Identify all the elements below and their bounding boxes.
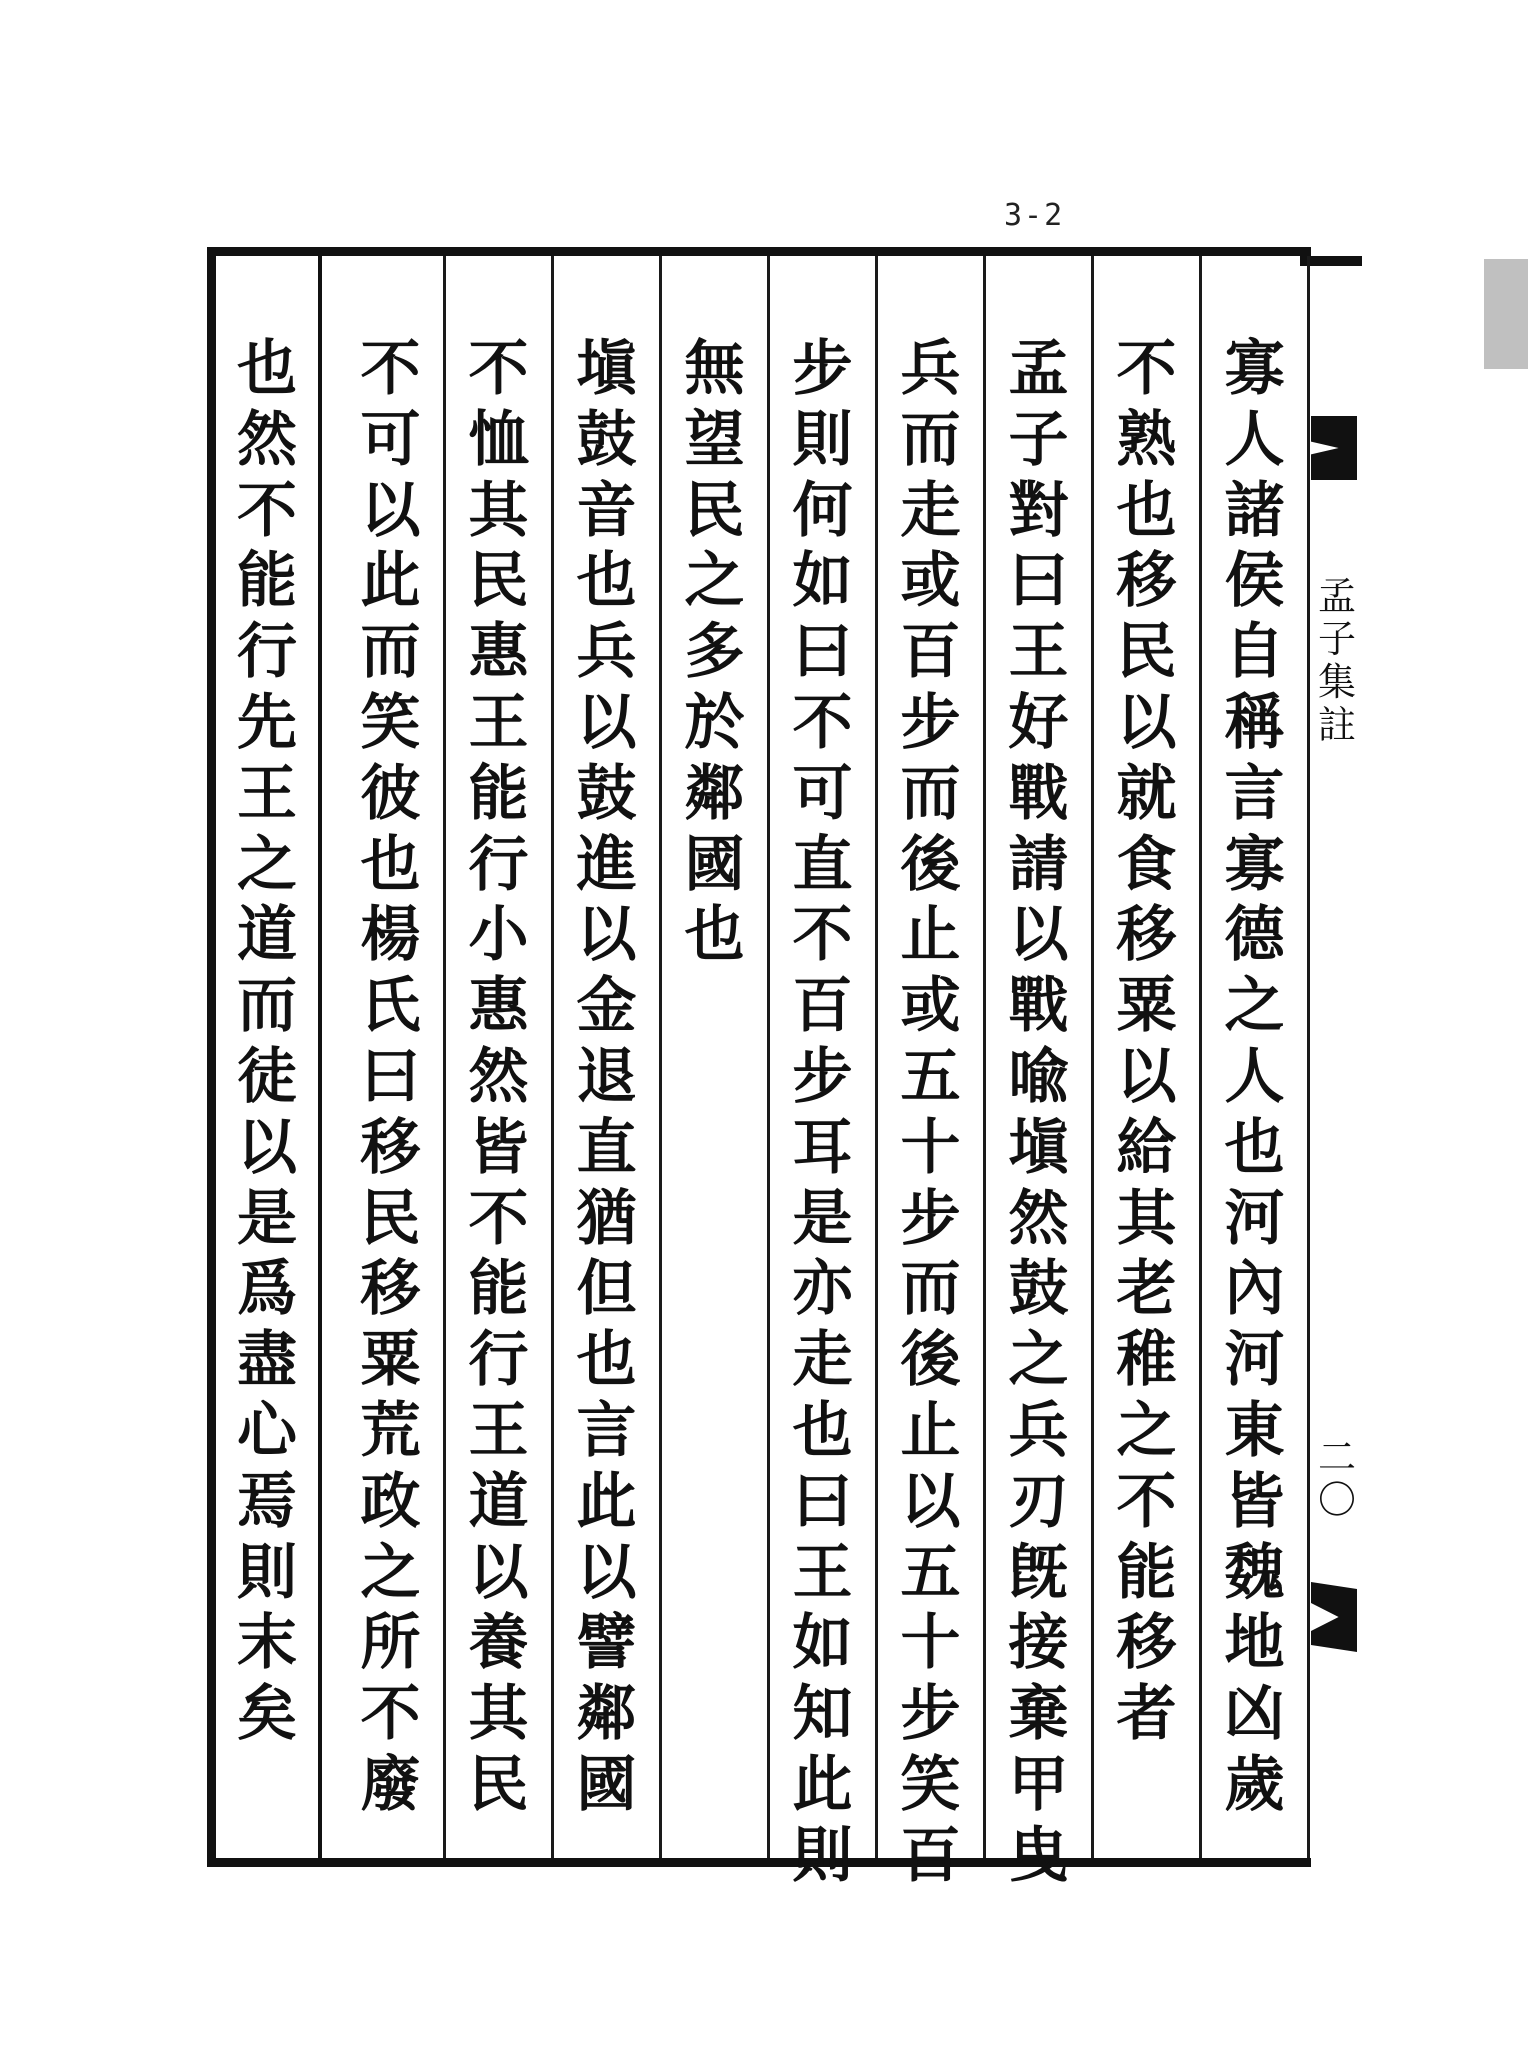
text-glyph: 而 <box>900 404 961 475</box>
column-text <box>662 334 767 971</box>
text-glyph: 熟 <box>1116 404 1177 475</box>
column-text <box>338 334 443 1821</box>
column-text <box>1202 334 1307 1821</box>
text-glyph: 政 <box>360 1466 421 1537</box>
text-glyph: 民 <box>468 1749 529 1820</box>
text-glyph: 王 <box>468 1395 529 1466</box>
text-glyph: 言 <box>576 1395 637 1466</box>
text-glyph: 之 <box>1116 1395 1177 1466</box>
margin-gutter <box>1311 256 1361 1858</box>
text-glyph: 旣 <box>1008 1537 1069 1608</box>
text-glyph: 以 <box>237 1112 297 1183</box>
text-glyph: 也 <box>360 829 421 900</box>
text-glyph: 鄰 <box>576 1679 637 1750</box>
text-glyph: 不 <box>237 475 297 546</box>
text-column-7 <box>554 256 662 1858</box>
text-glyph: 知 <box>792 1679 853 1750</box>
text-glyph: 言 <box>1224 758 1285 829</box>
text-glyph: 子 <box>1008 404 1069 475</box>
text-glyph: 養 <box>468 1608 529 1679</box>
text-glyph: 者 <box>1116 1679 1177 1750</box>
text-glyph: 曳 <box>1008 1820 1069 1891</box>
text-glyph: 是 <box>792 1183 853 1254</box>
text-glyph: 曰 <box>792 1466 853 1537</box>
text-glyph: 食 <box>1116 829 1177 900</box>
text-glyph: 步 <box>792 334 853 404</box>
text-glyph: 鄰 <box>684 758 745 829</box>
text-glyph: 不 <box>792 687 853 758</box>
text-glyph: 以 <box>1008 900 1069 971</box>
text-glyph: 道 <box>237 900 297 971</box>
text-glyph: 惠 <box>468 617 529 688</box>
text-glyph: 步 <box>792 1041 853 1112</box>
text-glyph: 人 <box>1224 404 1285 475</box>
text-glyph: 彼 <box>360 758 421 829</box>
text-glyph: 步 <box>900 687 961 758</box>
text-glyph: 盡 <box>237 1325 297 1396</box>
text-glyph: 笑 <box>360 687 421 758</box>
text-glyph: 猶 <box>576 1183 637 1254</box>
margin-glyph: 註 <box>1317 703 1356 747</box>
text-column-2 <box>1094 256 1202 1858</box>
text-glyph: 望 <box>684 404 745 475</box>
text-glyph: 人 <box>1224 1041 1285 1112</box>
text-glyph: 此 <box>360 546 421 617</box>
text-glyph: 以 <box>1116 1041 1177 1112</box>
text-glyph: 也 <box>1116 475 1177 546</box>
text-glyph: 十 <box>900 1112 961 1183</box>
text-glyph: 移 <box>1116 900 1177 971</box>
text-glyph: 魏 <box>1224 1537 1285 1608</box>
text-glyph: 塡 <box>1008 1112 1069 1183</box>
text-glyph: 走 <box>792 1325 853 1396</box>
text-glyph: 可 <box>792 758 853 829</box>
text-glyph: 之 <box>1224 971 1285 1042</box>
text-glyph: 焉 <box>237 1466 297 1537</box>
book-title <box>1314 575 1360 747</box>
text-glyph: 百 <box>900 1820 961 1891</box>
text-glyph: 耳 <box>792 1112 853 1183</box>
text-glyph: 就 <box>1116 758 1177 829</box>
margin-glyph: 二 <box>1317 1435 1356 1479</box>
text-glyph: 自 <box>1224 617 1285 688</box>
text-glyph: 鼓 <box>1008 1254 1069 1325</box>
text-glyph: 民 <box>360 1183 421 1254</box>
text-glyph: 但 <box>576 1254 637 1325</box>
text-glyph: 王 <box>1008 617 1069 688</box>
text-glyph: 此 <box>576 1466 637 1537</box>
text-glyph: 民 <box>468 546 529 617</box>
text-column-10 <box>216 256 322 1858</box>
text-glyph: 而 <box>360 617 421 688</box>
text-glyph: 德 <box>1224 900 1285 971</box>
fish-tail-mark-bottom-icon <box>1311 1582 1357 1652</box>
fish-tail-mark-top-icon <box>1311 416 1357 480</box>
text-glyph: 荒 <box>360 1395 421 1466</box>
text-glyph: 以 <box>1116 687 1177 758</box>
text-glyph: 諸 <box>1224 475 1285 546</box>
text-glyph: 徒 <box>237 1041 297 1112</box>
text-glyph: 止 <box>900 1395 961 1466</box>
text-glyph: 而 <box>237 971 297 1042</box>
text-glyph: 也 <box>1224 1112 1285 1183</box>
text-glyph: 金 <box>576 971 637 1042</box>
text-glyph: 止 <box>900 900 961 971</box>
text-glyph: 先 <box>237 687 297 758</box>
text-glyph: 移 <box>360 1112 421 1183</box>
text-glyph: 戰 <box>1008 971 1069 1042</box>
text-glyph: 其 <box>468 475 529 546</box>
text-glyph: 氏 <box>360 971 421 1042</box>
text-glyph: 以 <box>360 475 421 546</box>
text-glyph: 之 <box>684 546 745 617</box>
text-glyph: 鼓 <box>576 404 637 475</box>
text-glyph: 兵 <box>1008 1395 1069 1466</box>
text-glyph: 皆 <box>468 1112 529 1183</box>
text-glyph: 然 <box>237 404 297 475</box>
text-column-5 <box>770 256 878 1891</box>
text-glyph: 小 <box>468 900 529 971</box>
text-column-3 <box>986 256 1094 1891</box>
text-glyph: 無 <box>684 334 745 404</box>
column-text <box>770 334 875 1892</box>
text-glyph: 走 <box>900 475 961 546</box>
text-glyph: 道 <box>468 1466 529 1537</box>
text-glyph: 如 <box>792 1608 853 1679</box>
text-glyph: 爲 <box>237 1254 297 1325</box>
text-glyph: 而 <box>900 758 961 829</box>
text-glyph: 請 <box>1008 829 1069 900</box>
margin-glyph: 子 <box>1317 617 1356 661</box>
text-glyph: 河 <box>1224 1183 1285 1254</box>
text-glyph: 國 <box>576 1749 637 1820</box>
column-text <box>986 334 1091 1892</box>
text-glyph: 不 <box>1116 334 1177 404</box>
text-glyph: 則 <box>792 1820 853 1891</box>
text-glyph: 曰 <box>360 1041 421 1112</box>
text-glyph: 移 <box>360 1254 421 1325</box>
text-column-8 <box>446 256 554 1858</box>
text-glyph: 恤 <box>468 404 529 475</box>
text-glyph: 行 <box>237 617 297 688</box>
text-glyph: 也 <box>684 900 745 971</box>
text-glyph: 廢 <box>360 1749 421 1820</box>
text-glyph: 百 <box>900 617 961 688</box>
text-glyph: 如 <box>792 546 853 617</box>
text-glyph: 然 <box>1008 1183 1069 1254</box>
text-glyph: 以 <box>576 900 637 971</box>
text-glyph: 不 <box>792 900 853 971</box>
text-glyph: 皆 <box>1224 1466 1285 1537</box>
text-glyph: 步 <box>900 1679 961 1750</box>
text-glyph: 或 <box>900 546 961 617</box>
text-glyph: 行 <box>468 1325 529 1396</box>
text-glyph: 不 <box>468 1183 529 1254</box>
text-glyph: 粟 <box>1116 971 1177 1042</box>
text-glyph: 兵 <box>576 617 637 688</box>
text-glyph: 寡 <box>1224 829 1285 900</box>
text-column-9 <box>338 256 446 1858</box>
text-glyph: 給 <box>1116 1112 1177 1183</box>
text-glyph: 其 <box>468 1679 529 1750</box>
text-glyph: 直 <box>576 1112 637 1183</box>
text-glyph: 民 <box>1116 617 1177 688</box>
text-glyph: 戰 <box>1008 758 1069 829</box>
text-glyph: 能 <box>237 546 297 617</box>
text-glyph: 步 <box>900 1183 961 1254</box>
text-glyph: 五 <box>900 1537 961 1608</box>
text-glyph: 不 <box>360 334 421 404</box>
text-glyph: 內 <box>1224 1254 1285 1325</box>
text-glyph: 直 <box>792 829 853 900</box>
text-glyph: 後 <box>900 1325 961 1396</box>
text-glyph: 能 <box>1116 1537 1177 1608</box>
text-glyph: 東 <box>1224 1395 1285 1466</box>
text-glyph: 曰 <box>1008 546 1069 617</box>
text-glyph: 笑 <box>900 1749 961 1820</box>
text-glyph: 不 <box>360 1679 421 1750</box>
text-glyph: 於 <box>684 687 745 758</box>
text-glyph: 不 <box>468 334 529 404</box>
text-glyph: 稚 <box>1116 1325 1177 1396</box>
text-glyph: 刃 <box>1008 1466 1069 1537</box>
text-glyph: 老 <box>1116 1254 1177 1325</box>
text-glyph: 粟 <box>360 1325 421 1396</box>
text-glyph: 棄 <box>1008 1679 1069 1750</box>
column-text <box>216 334 318 1750</box>
text-glyph: 稱 <box>1224 687 1285 758</box>
text-glyph: 也 <box>576 1325 637 1396</box>
margin-glyph: 孟 <box>1317 574 1356 618</box>
text-glyph: 所 <box>360 1608 421 1679</box>
text-glyph: 能 <box>468 758 529 829</box>
text-glyph: 以 <box>576 1537 637 1608</box>
text-glyph: 矣 <box>237 1679 297 1750</box>
text-glyph: 末 <box>237 1608 297 1679</box>
text-glyph: 行 <box>468 829 529 900</box>
text-glyph: 以 <box>900 1466 961 1537</box>
text-glyph: 河 <box>1224 1325 1285 1396</box>
text-glyph: 接 <box>1008 1608 1069 1679</box>
text-glyph: 多 <box>684 617 745 688</box>
text-glyph: 也 <box>792 1395 853 1466</box>
text-glyph: 亦 <box>792 1254 853 1325</box>
text-glyph: 之 <box>360 1537 421 1608</box>
text-glyph: 十 <box>900 1608 961 1679</box>
text-glyph: 心 <box>237 1395 297 1466</box>
text-glyph: 兵 <box>900 334 961 404</box>
text-glyph: 進 <box>576 829 637 900</box>
text-glyph: 王 <box>468 687 529 758</box>
text-glyph: 不 <box>1116 1466 1177 1537</box>
text-glyph: 歲 <box>1224 1749 1285 1820</box>
text-glyph: 然 <box>468 1041 529 1112</box>
text-glyph: 則 <box>237 1537 297 1608</box>
folio-number <box>1314 1436 1360 1522</box>
text-glyph: 此 <box>792 1749 853 1820</box>
text-glyph: 曰 <box>792 617 853 688</box>
text-glyph: 國 <box>684 829 745 900</box>
text-glyph: 之 <box>237 829 297 900</box>
text-glyph: 惠 <box>468 971 529 1042</box>
text-glyph: 退 <box>576 1041 637 1112</box>
text-glyph: 地 <box>1224 1608 1285 1679</box>
column-text <box>446 334 551 1821</box>
text-glyph: 之 <box>1008 1325 1069 1396</box>
margin-glyph: 〇 <box>1317 1478 1356 1522</box>
text-glyph: 則 <box>792 404 853 475</box>
text-glyph: 以 <box>468 1537 529 1608</box>
margin-glyph: 集 <box>1317 660 1356 704</box>
text-glyph: 音 <box>576 475 637 546</box>
text-glyph: 或 <box>900 971 961 1042</box>
text-glyph: 民 <box>684 475 745 546</box>
text-glyph: 王 <box>237 758 297 829</box>
column-text <box>878 334 983 1892</box>
text-glyph: 也 <box>237 334 297 404</box>
text-glyph: 五 <box>900 1041 961 1112</box>
page-scroll-tab[interactable] <box>1484 259 1528 369</box>
text-glyph: 喩 <box>1008 1041 1069 1112</box>
text-glyph: 以 <box>576 687 637 758</box>
text-column-6 <box>662 256 770 1858</box>
text-glyph: 是 <box>237 1183 297 1254</box>
text-glyph: 好 <box>1008 687 1069 758</box>
text-glyph: 後 <box>900 829 961 900</box>
text-glyph: 譬 <box>576 1608 637 1679</box>
text-glyph: 百 <box>792 971 853 1042</box>
text-glyph: 其 <box>1116 1183 1177 1254</box>
text-column-1 <box>1202 256 1310 1858</box>
text-glyph: 塡 <box>576 334 637 404</box>
column-text <box>554 334 659 1821</box>
text-glyph: 移 <box>1116 546 1177 617</box>
text-glyph: 孟 <box>1008 334 1069 404</box>
text-glyph: 甲 <box>1008 1749 1069 1820</box>
text-column-4 <box>878 256 986 1891</box>
text-glyph: 而 <box>900 1254 961 1325</box>
text-glyph: 侯 <box>1224 546 1285 617</box>
page-number: 3-2 <box>1004 198 1065 233</box>
text-glyph: 楊 <box>360 900 421 971</box>
column-text <box>1094 334 1199 1750</box>
text-glyph: 王 <box>792 1537 853 1608</box>
text-glyph: 能 <box>468 1254 529 1325</box>
text-glyph: 凶 <box>1224 1679 1285 1750</box>
text-glyph: 鼓 <box>576 758 637 829</box>
text-glyph: 也 <box>576 546 637 617</box>
text-glyph: 寡 <box>1224 334 1285 404</box>
text-glyph: 何 <box>792 475 853 546</box>
text-glyph: 可 <box>360 404 421 475</box>
text-glyph: 對 <box>1008 475 1069 546</box>
text-glyph: 移 <box>1116 1608 1177 1679</box>
